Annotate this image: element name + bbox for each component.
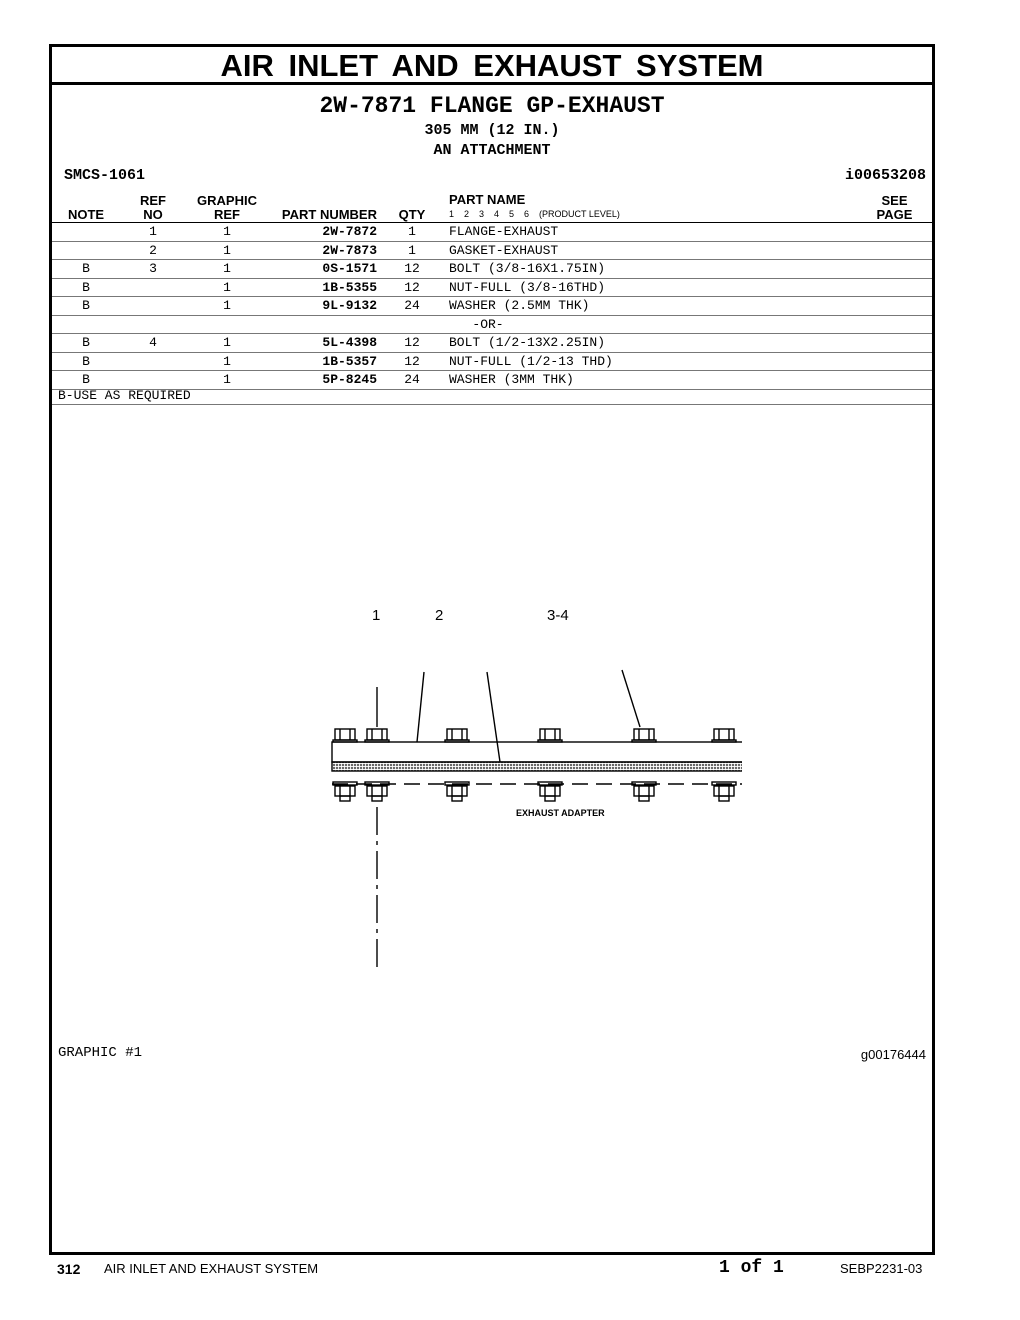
leader-1 (417, 672, 424, 742)
part-note: B (82, 353, 90, 369)
table-row (52, 242, 932, 261)
footer-doc-number: SEBP2231-03 (840, 1261, 923, 1276)
part-name: WASHER (2.5MM THK) (449, 298, 590, 313)
table-row (52, 316, 932, 335)
part-qty: 24 (404, 298, 420, 313)
part-name: -OR- (449, 316, 504, 332)
part-name: FLANGE-EXHAUST (449, 224, 559, 239)
nut-icon (447, 786, 467, 796)
table-row (52, 353, 932, 372)
table-row (52, 260, 932, 279)
callout-2: 2 (435, 607, 444, 624)
group-size: 305 MM (12 IN.) (424, 122, 560, 139)
col-ref-top: REF (140, 193, 166, 208)
part-number: 2W-7872 (322, 224, 377, 239)
flange-diagram (282, 602, 742, 972)
part-name: GASKET-EXHAUST (449, 242, 559, 258)
col-part-name: PART NAME (449, 192, 526, 207)
part-qty: 12 (404, 261, 420, 276)
part-qty: 12 (404, 335, 420, 350)
page-frame (49, 44, 935, 1255)
col-graphic-bottom: REF (214, 207, 240, 222)
part-number: 2W-7873 (322, 242, 377, 258)
table-row (52, 297, 932, 316)
part-note: B (82, 335, 90, 350)
callout-1: 1 (372, 607, 381, 624)
nut-icon (335, 786, 355, 796)
part-name: NUT-FULL (1/2-13 THD) (449, 353, 613, 369)
footnote: B-USE AS REQUIRED (58, 388, 191, 403)
nut-icon (540, 786, 560, 796)
part-note: B (82, 298, 90, 313)
part-ref: 2 (149, 242, 157, 258)
part-note: B (82, 261, 90, 276)
col-note: NOTE (67, 207, 105, 222)
leader-2 (487, 672, 500, 762)
table-row (52, 334, 932, 353)
part-ref: 3 (149, 261, 157, 276)
graphic-label: GRAPHIC #1 (58, 1045, 143, 1061)
footer-page-number: 312 (57, 1261, 81, 1277)
part-qty: 1 (408, 224, 416, 239)
part-ref: 1 (149, 224, 157, 239)
part-graphic-ref: 1 (223, 353, 231, 369)
flange-plate (332, 742, 742, 762)
bolt-head-icon (714, 729, 734, 740)
part-number: 0S-1571 (322, 261, 377, 276)
part-number: 1B-5355 (322, 279, 377, 295)
part-number: 9L-9132 (322, 298, 377, 313)
col-see-top: SEE (881, 193, 908, 208)
illustration-id: i00653208 (844, 167, 926, 184)
part-graphic-ref: 1 (223, 242, 231, 258)
leader-3-4 (622, 670, 640, 727)
col-see-bottom: PAGE (876, 207, 913, 222)
col-graphic-top: GRAPHIC (197, 193, 257, 208)
part-graphic-ref: 1 (223, 372, 231, 387)
bolt-head-icon (335, 729, 355, 740)
footer-page-of: 1 of 1 (719, 1258, 784, 1278)
part-qty: 1 (408, 242, 416, 258)
col-ref-bottom: NO (143, 207, 163, 222)
part-note: B (82, 372, 90, 387)
table-header (52, 192, 932, 223)
col-product-level: 1 2 3 4 5 6 (PRODUCT LEVEL) (449, 209, 620, 219)
part-number: 1B-5357 (322, 353, 377, 369)
col-part-number: PART NUMBER (281, 207, 377, 222)
nut-icon (367, 786, 387, 796)
parts-table (52, 223, 932, 390)
part-number: 5P-8245 (322, 372, 377, 387)
callout-3-4: 3-4 (547, 607, 569, 624)
page-title: AIR INLET AND EXHAUST SYSTEM (52, 47, 932, 85)
group-attachment: AN ATTACHMENT (433, 142, 551, 159)
part-graphic-ref: 1 (223, 335, 231, 350)
footer-section: AIR INLET AND EXHAUST SYSTEM (104, 1261, 319, 1276)
bolt-head-icon (367, 729, 387, 740)
graphic-id: g00176444 (860, 1047, 926, 1062)
nut-icon (634, 786, 654, 796)
part-ref: 4 (149, 335, 157, 350)
table-row (52, 371, 932, 390)
gasket (332, 762, 742, 771)
part-graphic-ref: 1 (223, 261, 231, 276)
footnote-divider (52, 404, 932, 405)
bolt-head-icon (540, 729, 560, 740)
part-name: NUT-FULL (3/8-16THD) (449, 279, 606, 295)
part-graphic-ref: 1 (223, 224, 231, 239)
part-note: B (82, 279, 90, 295)
col-qty: QTY (398, 207, 426, 222)
part-name: WASHER (3MM THK) (449, 372, 574, 387)
smcs-code: SMCS-1061 (64, 167, 146, 184)
group-title: 2W-7871 FLANGE GP-EXHAUST (319, 93, 665, 119)
table-row (52, 223, 932, 242)
table-row (52, 279, 932, 298)
bolt-head-icon (634, 729, 654, 740)
part-qty: 24 (404, 372, 420, 387)
part-graphic-ref: 1 (223, 298, 231, 313)
nut-icon (714, 786, 734, 796)
bolt-head-icon (447, 729, 467, 740)
part-name: BOLT (3/8-16X1.75IN) (449, 261, 606, 276)
exhaust-adapter-label: EXHAUST ADAPTER (516, 808, 605, 818)
part-number: 5L-4398 (322, 335, 377, 350)
part-name: BOLT (1/2-13X2.25IN) (449, 335, 606, 350)
part-qty: 12 (404, 279, 420, 295)
part-graphic-ref: 1 (223, 279, 231, 295)
part-qty: 12 (404, 353, 420, 369)
